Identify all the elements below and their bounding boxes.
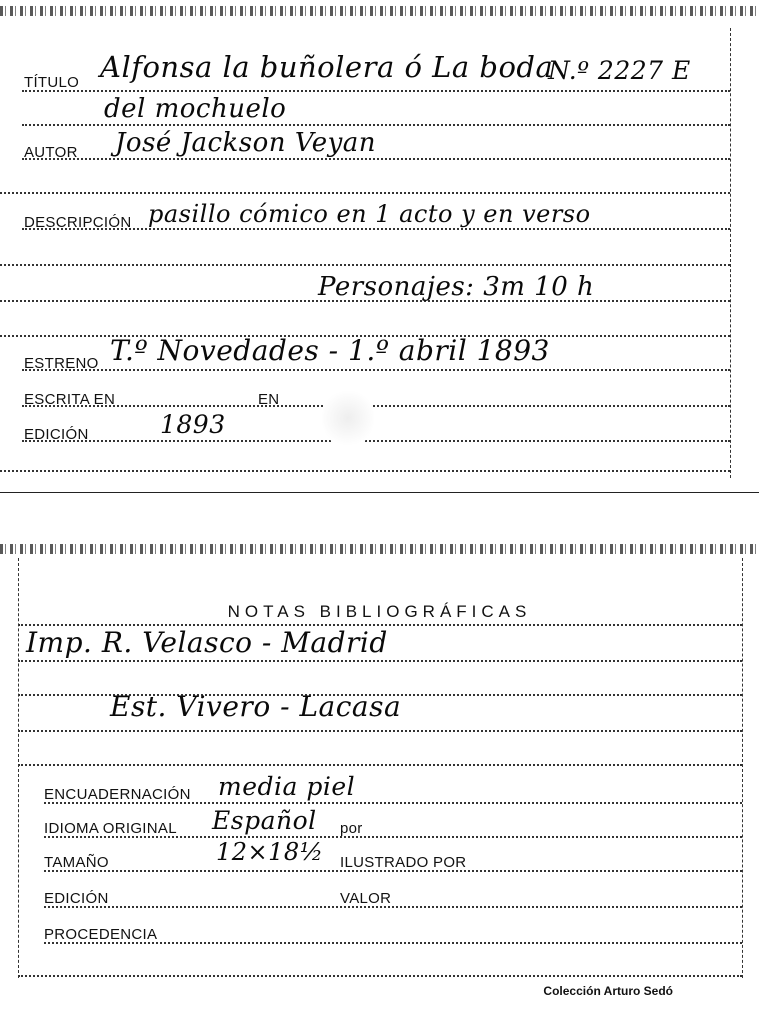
card-separator bbox=[0, 492, 759, 493]
estreno-handwriting: T.º Novedades - 1.º abril 1893 bbox=[110, 334, 550, 367]
tamano-handwriting: 12×18½ bbox=[216, 838, 324, 866]
notas-bibliograficas-title: NOTAS BIBLIOGRÁFICAS bbox=[227, 602, 532, 621]
establecimiento-handwriting: Est. Vivero - Lacasa bbox=[110, 690, 402, 723]
encuadernacion-handwriting: media piel bbox=[218, 772, 356, 801]
personajes-handwriting: Personajes: 3m 10 h bbox=[318, 272, 595, 302]
idioma-original-handwriting: Español bbox=[212, 806, 317, 835]
ruled-line bbox=[44, 906, 742, 908]
escrita-en-label: ESCRITA EN bbox=[24, 391, 116, 408]
autor-label: AUTOR bbox=[24, 144, 78, 161]
en-label: EN bbox=[258, 391, 280, 408]
ruled-line bbox=[18, 975, 742, 977]
imprenta-handwriting: Imp. R. Velasco - Madrid bbox=[26, 626, 388, 659]
ruled-line bbox=[18, 660, 742, 662]
procedencia-label: PROCEDENCIA bbox=[44, 926, 158, 943]
edicion-label: EDICIÓN bbox=[24, 426, 89, 443]
titulo-label: TÍTULO bbox=[24, 74, 80, 91]
card-top-edge bbox=[0, 544, 759, 554]
encuadernacion-label: ENCUADERNACIÓN bbox=[44, 786, 191, 803]
estreno-label: ESTRENO bbox=[24, 355, 99, 372]
valor-label: VALOR bbox=[340, 890, 392, 907]
descripcion-label: DESCRIPCIÓN bbox=[24, 214, 132, 231]
coleccion-footer: Colección Arturo Sedó bbox=[543, 984, 673, 998]
edicion-handwriting: 1893 bbox=[160, 410, 226, 439]
ilustrado-por-label: ILUSTRADO POR bbox=[340, 854, 467, 871]
titulo-handwriting-line1: Alfonsa la buñolera ó La boda bbox=[100, 50, 554, 84]
descripcion-handwriting: pasillo cómico en 1 acto y en verso bbox=[148, 200, 591, 228]
idioma-original-label: IDIOMA ORIGINAL bbox=[44, 820, 177, 837]
numero-handwriting: N.º 2227 E bbox=[548, 56, 691, 85]
ruled-line bbox=[18, 764, 742, 766]
ruled-line bbox=[18, 730, 742, 732]
titulo-handwriting-line2: del mochuelo bbox=[104, 94, 287, 124]
edicion-label: EDICIÓN bbox=[44, 890, 109, 907]
autor-handwriting: José Jackson Veyan bbox=[115, 128, 377, 158]
tamano-label: TAMAÑO bbox=[44, 854, 109, 871]
por-label: por bbox=[340, 820, 363, 837]
